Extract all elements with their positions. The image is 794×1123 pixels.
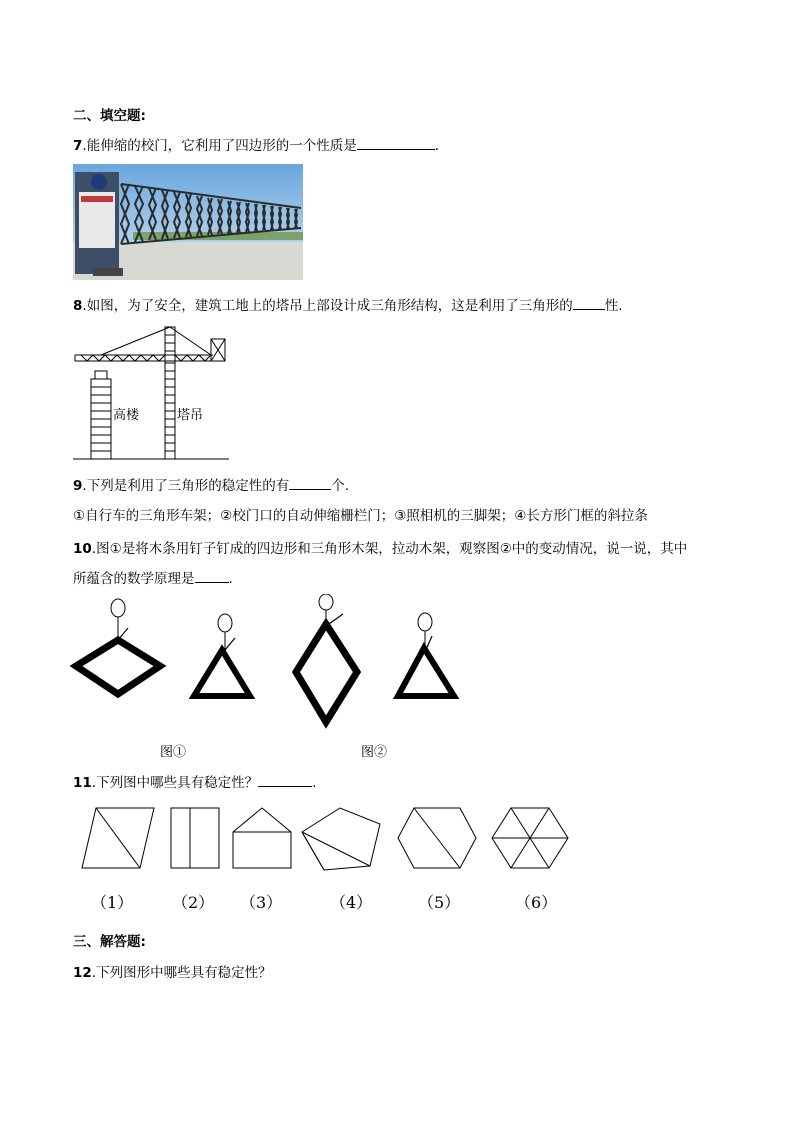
question-number: 11 <box>73 775 92 791</box>
question-9 <box>73 474 349 494</box>
question-end: . <box>228 571 233 587</box>
shape-label-2: （2） <box>172 893 215 912</box>
question-text: .如图，为了安全，建筑工地上的塔吊上部设计成三角形结构，这是利用了三角形的 <box>82 298 573 314</box>
shape-label-3: （3） <box>240 893 283 912</box>
shape-label-6: （6） <box>515 893 558 912</box>
question-text: .能伸缩的校门，它利用了四边形的一个性质是 <box>82 138 357 154</box>
question-number: 7 <box>73 138 83 154</box>
figure-2-caption: 图② <box>361 745 388 760</box>
question-8 <box>73 294 623 314</box>
figure-1-caption: 图① <box>160 745 187 760</box>
wooden-frames-figure <box>70 594 470 732</box>
shape-label-4: （4） <box>330 893 373 912</box>
question-7 <box>73 134 439 154</box>
label-building: 高楼 <box>113 408 140 423</box>
section-heading-fill-blank: 二、填空题: <box>73 108 146 124</box>
question-number: 12 <box>73 965 92 981</box>
school-gate-photo <box>73 164 303 280</box>
question-end: . <box>434 138 439 154</box>
shapes-figure <box>78 804 573 874</box>
question-text: .下列是利用了三角形的稳定性的有 <box>82 478 290 494</box>
question-12 <box>73 961 272 981</box>
question-10 <box>73 537 687 557</box>
question-number: 9 <box>73 478 83 494</box>
question-text: 所蕴含的数学原理是 <box>73 571 195 587</box>
shape-4 <box>302 808 380 870</box>
shape-label-5: （5） <box>418 893 461 912</box>
section-heading-answer: 三、解答题: <box>73 934 146 950</box>
question-9-options: ①自行车的三角形车架；②校门口的自动伸缩栅栏门；③照相机的三脚架；④长方形门框的斜拉条 <box>73 508 648 524</box>
answer-blank[interactable] <box>573 297 605 310</box>
question-end: . <box>312 775 317 791</box>
question-text: .下列图形中哪些具有稳定性？ <box>91 965 272 981</box>
answer-blank[interactable] <box>195 570 229 583</box>
question-text: .下列图中哪些具有稳定性？ <box>91 775 259 791</box>
question-end: 性. <box>604 298 623 314</box>
question-number: 8 <box>73 298 83 314</box>
shape-2 <box>171 808 219 868</box>
question-10-line2 <box>73 567 233 587</box>
label-crane: 塔吊 <box>177 408 204 423</box>
question-end: 个. <box>331 478 349 494</box>
answer-blank[interactable] <box>357 137 435 150</box>
question-text: .图①是将木条用钉子钉成的四边形和三角形木架，拉动木架，观察图②中的变动情况，说一说，其中 <box>91 541 688 557</box>
shape-label-1: （1） <box>91 893 134 912</box>
question-11 <box>73 771 316 791</box>
tower-crane-figure <box>73 323 233 463</box>
answer-blank[interactable] <box>258 774 312 787</box>
answer-blank[interactable] <box>289 477 331 490</box>
question-number: 10 <box>73 541 92 557</box>
shape-3 <box>233 808 291 868</box>
